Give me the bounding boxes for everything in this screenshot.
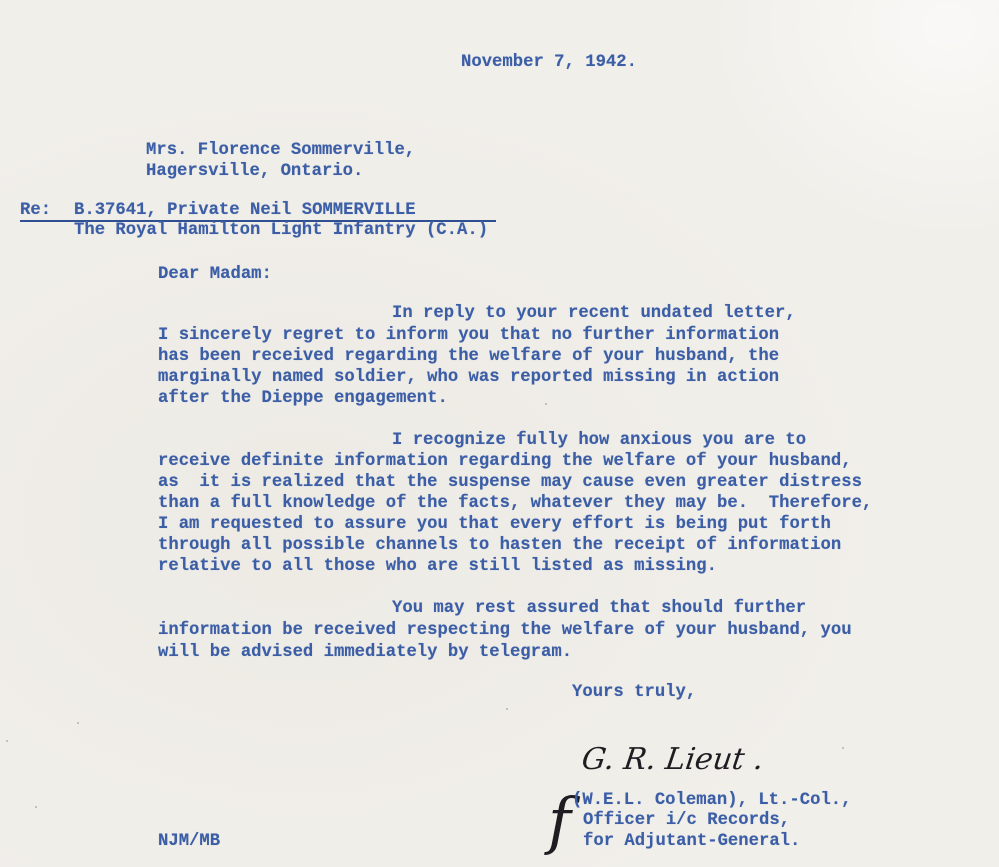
signatory-authority: for Adjutant-General. bbox=[583, 832, 801, 851]
closing: Yours truly, bbox=[572, 683, 697, 702]
paragraph-line: through all possible channels to hasten the receipt of information bbox=[158, 536, 842, 555]
paragraph-line: In reply to your recent undated letter, bbox=[392, 304, 796, 323]
recipient-address: Hagersville, Ontario. bbox=[146, 162, 364, 181]
paragraph-line: information be received respecting the welfare of your husband, you bbox=[158, 621, 852, 640]
paragraph-line: receive definite information regarding the welfare of your husband, bbox=[158, 452, 852, 471]
paragraph-line: I am requested to assure you that every effort is being put forth bbox=[158, 515, 831, 534]
paragraph-line: after the Dieppe engagement. bbox=[158, 389, 448, 408]
paragraph-line: as it is realized that the suspense may cause even greater distress bbox=[158, 473, 862, 492]
letter-date: November 7, 1942. bbox=[461, 53, 637, 72]
paragraph-line: marginally named soldier, who was reported missing in action bbox=[158, 368, 780, 387]
paragraph-line: has been received regarding the welfare of your husband, the bbox=[158, 347, 780, 366]
paragraph-line: You may rest assured that should further bbox=[392, 599, 807, 618]
recipient-name: Mrs. Florence Sommerville, bbox=[146, 141, 416, 160]
paragraph-line: than a full knowledge of the facts, whatever they may be. Therefore, bbox=[158, 494, 873, 513]
paragraph-line: relative to all those who are still listed as missing. bbox=[158, 557, 717, 576]
subject-line-2: The Royal Hamilton Light Infantry (C.A.) bbox=[74, 221, 489, 240]
paragraph-line: will be advised immediately by telegram. bbox=[158, 643, 573, 662]
paper-speck bbox=[842, 747, 844, 749]
paragraph-line: I sincerely regret to inform you that no further information bbox=[158, 326, 780, 345]
signatory-name: (W.E.L. Coleman), Lt.-Col., bbox=[572, 791, 852, 810]
handwritten-signature: G. R. Lieut . bbox=[579, 742, 766, 777]
paper-speck bbox=[6, 740, 8, 742]
subject-line-1: B.37641, Private Neil SOMMERVILLE bbox=[74, 201, 416, 220]
paper-speck bbox=[77, 722, 79, 724]
signature-flourish: f bbox=[548, 784, 571, 857]
signatory-title: Officer i/c Records, bbox=[583, 811, 791, 830]
subject-prefix: Re: bbox=[20, 201, 52, 220]
reference-initials: NJM/MB bbox=[158, 832, 221, 851]
paper-speck bbox=[35, 806, 37, 808]
paper-speck bbox=[506, 708, 508, 710]
salutation: Dear Madam: bbox=[158, 265, 272, 284]
paragraph-line: I recognize fully how anxious you are to bbox=[392, 431, 807, 450]
paper-speck bbox=[545, 403, 547, 405]
